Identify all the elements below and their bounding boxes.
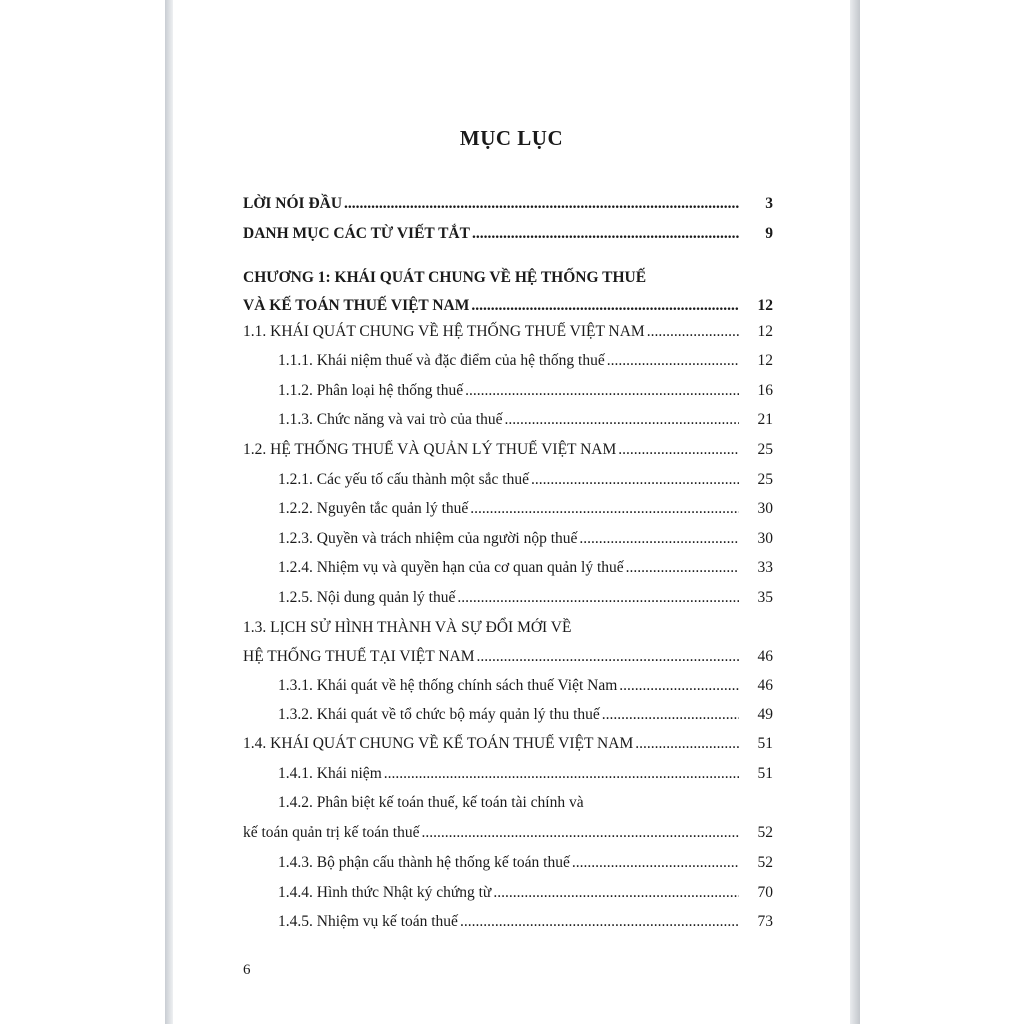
toc-entry-1-2-4	[278, 558, 773, 578]
toc-entry-page: 51	[757, 735, 773, 752]
toc-entry-page: 9	[765, 225, 773, 242]
toc-entry-text: 1.4.4. Hình thức Nhật ký chứng từ	[278, 884, 492, 901]
toc-entry-page: 49	[757, 706, 773, 723]
toc-entry-text: DANH MỤC CÁC TỪ VIẾT TẮT	[243, 225, 470, 242]
toc-entry-1-3-1	[278, 676, 773, 696]
toc-entry-page: 25	[757, 471, 773, 488]
toc-entry-1-1-1	[278, 351, 773, 371]
toc-entry-1-4-4	[278, 883, 773, 903]
toc-entry-page: 46	[757, 677, 773, 694]
toc-entry-1-2-1	[278, 470, 773, 490]
dot-leader	[472, 224, 739, 244]
dot-leader	[619, 676, 739, 696]
toc-entry-1-2-2	[278, 499, 773, 519]
page-edge-left	[165, 0, 173, 1024]
dot-leader	[618, 440, 739, 460]
toc-entry-text: 1.3.1. Khái quát về hệ thống chính sách thuế Việt Nam	[278, 677, 618, 694]
dot-leader	[471, 296, 739, 316]
toc-entry-text: 1.4.3. Bộ phận cấu thành hệ thống kế toán thuế	[278, 854, 570, 871]
toc-entry-page: 16	[757, 382, 773, 399]
toc-entry-page: 12	[757, 352, 773, 369]
toc-entry-text: 1.1. KHÁI QUÁT CHUNG VỀ HỆ THỐNG THUẾ VIỆT NAM	[243, 323, 645, 340]
toc-entry-text: 1.1.1. Khái niệm thuế và đặc điểm của hệ thống thuế	[278, 352, 605, 369]
book-page	[173, 0, 850, 1024]
toc-entry-text: 1.4.1. Khái niệm	[278, 765, 382, 782]
toc-entry-page: 70	[757, 884, 773, 901]
toc-entry-1-4-3	[278, 853, 773, 873]
toc-entry-page: 21	[757, 411, 773, 428]
toc-entry-text: kế toán quản trị kế toán thuế	[243, 824, 420, 841]
toc-entry-text: 1.2.2. Nguyên tắc quản lý thuế	[278, 500, 469, 517]
dot-leader	[579, 529, 739, 549]
dot-leader	[457, 588, 739, 608]
toc-entry-1-4-1	[278, 764, 773, 784]
toc-entry-page: 3	[765, 195, 773, 212]
toc-entry-1-2-3	[278, 529, 773, 549]
dot-leader	[635, 734, 739, 754]
toc-entry-text: LỜI NÓI ĐẦU	[243, 195, 343, 212]
toc-chapter-1-heading: CHƯƠNG 1: KHÁI QUÁT CHUNG VỀ HỆ THỐNG THUẾ	[243, 269, 647, 286]
toc-entry-1-1-2	[278, 381, 773, 401]
toc-entry-1-4	[243, 734, 773, 754]
dot-leader	[602, 705, 739, 725]
toc-entry-text: 1.2.1. Các yếu tố cấu thành một sắc thuế	[278, 471, 529, 488]
toc-entry-text: HỆ THỐNG THUẾ TẠI VIỆT NAM	[243, 648, 475, 665]
toc-entry-page: 35	[757, 589, 773, 606]
toc-entry-page: 25	[757, 441, 773, 458]
toc-entry-page: 73	[757, 913, 773, 930]
toc-entry-loi-noi-dau	[243, 194, 773, 214]
dot-leader	[626, 558, 739, 578]
toc-entry-text: 1.4. KHÁI QUÁT CHUNG VỀ KẾ TOÁN THUẾ VIỆT NAM	[243, 735, 634, 752]
toc-entry-page: 30	[757, 500, 773, 517]
toc-entry-page: 12	[757, 297, 773, 314]
dot-leader	[384, 764, 739, 784]
dot-leader	[647, 322, 739, 342]
dot-leader	[504, 410, 739, 430]
toc-entry-page: 30	[757, 530, 773, 547]
page-edge-right	[850, 0, 860, 1024]
dot-leader	[421, 823, 739, 843]
toc-entry-page: 51	[757, 765, 773, 782]
toc-entry-1-2-5	[278, 588, 773, 608]
toc-entry-text: VÀ KẾ TOÁN THUẾ VIỆT NAM	[243, 297, 470, 314]
toc-entry-chapter-1	[243, 296, 773, 316]
toc-entry-page: 52	[757, 854, 773, 871]
toc-entry-text: 1.3. LỊCH SỬ HÌNH THÀNH VÀ SỰ ĐỔI MỚI VỀ	[243, 619, 572, 636]
toc-entry-1-1-3	[278, 410, 773, 430]
toc-entry-text: 1.2.3. Quyền và trách nhiệm của người nộp thuế	[278, 530, 578, 547]
toc-entry-1-1	[243, 322, 773, 342]
toc-entry-danh-muc	[243, 224, 773, 244]
toc-entry-page: 46	[757, 648, 773, 665]
toc-entry-1-3-line1	[243, 618, 773, 638]
toc-entry-1-4-2	[243, 823, 773, 843]
page-title: MỤC LỤC	[459, 126, 564, 150]
toc-entry-1-4-5	[278, 912, 773, 932]
toc-entry-text: 1.2.4. Nhiệm vụ và quyền hạn của cơ quan quản lý thuế	[278, 559, 624, 576]
toc-entry-text: 1.1.2. Phân loại hệ thống thuế	[278, 382, 464, 399]
toc-entry-text: 1.2.5. Nội dung quản lý thuế	[278, 589, 456, 606]
dot-leader	[477, 647, 740, 667]
toc-entry-text: 1.3.2. Khái quát về tổ chức bộ máy quản lý thu thuế	[278, 706, 600, 723]
dot-leader	[460, 912, 739, 932]
dot-leader	[572, 853, 739, 873]
dot-leader	[493, 883, 739, 903]
toc-entry-1-3	[243, 647, 773, 667]
toc-entry-page: 12	[757, 323, 773, 340]
dot-leader	[470, 499, 739, 519]
dot-leader	[531, 470, 739, 490]
dot-leader	[607, 351, 739, 371]
dot-leader	[344, 194, 739, 214]
toc-entry-text: 1.2. HỆ THỐNG THUẾ VÀ QUẢN LÝ THUẾ VIỆT NAM	[243, 441, 617, 458]
toc-entry-page: 52	[757, 824, 773, 841]
toc-entry-1-2	[243, 440, 773, 460]
toc-entry-1-4-2-line1: 1.4.2. Phân biệt kế toán thuế, kế toán tài chính và	[278, 794, 584, 811]
toc-entry-page: 33	[757, 559, 773, 576]
toc-entry-1-3-2	[278, 705, 773, 725]
toc-entry-text: 1.1.3. Chức năng và vai trò của thuế	[278, 411, 503, 428]
dot-leader	[465, 381, 739, 401]
toc-entry-text: 1.4.5. Nhiệm vụ kế toán thuế	[278, 913, 458, 930]
page-number: 6	[243, 962, 251, 978]
